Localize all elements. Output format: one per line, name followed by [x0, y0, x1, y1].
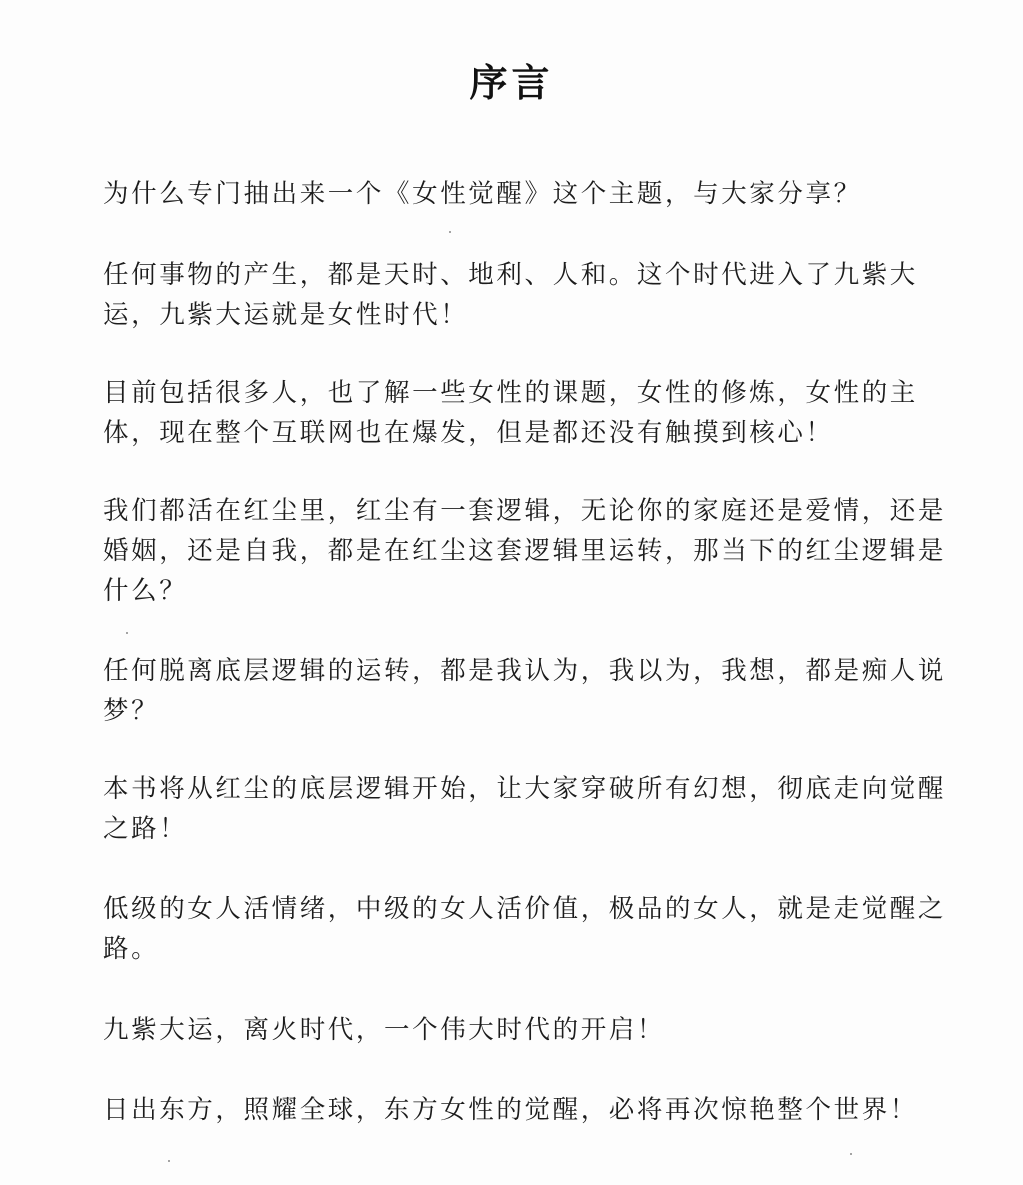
paragraph-5: 任何脱离底层逻辑的运转，都是我认为，我以为，我想，都是痴人说梦？	[103, 656, 947, 726]
paragraph-8: 九紫大运，离火时代，一个伟大时代的开启！	[103, 1015, 666, 1045]
scan-speck	[449, 231, 451, 233]
page-title: 序言	[469, 61, 554, 105]
scan-speck	[126, 632, 128, 634]
scan-speck	[850, 1153, 852, 1155]
paragraph-1: 为什么专门抽出来一个《女性觉醒》这个主题，与大家分享？	[103, 179, 862, 209]
paragraph-9: 日出东方，照耀全球，东方女性的觉醒，必将再次惊艳整个世界！	[103, 1095, 918, 1125]
paragraph-6: 本书将从红尘的底层逻辑开始，让大家穿破所有幻想，彻底走向觉醒之路！	[103, 774, 947, 844]
paragraph-3: 目前包括很多人，也了解一些女性的课题，女性的修炼，女性的主体，现在整个互联网也在爆发，但是都还没有触摸到核心！	[103, 378, 918, 448]
paragraph-4: 我们都活在红尘里，红尘有一套逻辑，无论你的家庭还是爱情，还是婚姻，还是自我，都是在红尘这套逻辑里运转，那当下的红尘逻辑是什么？	[103, 496, 947, 606]
scan-speck	[168, 1160, 170, 1162]
paragraph-7: 低级的女人活情绪，中级的女人活价值，极品的女人，就是走觉醒之路。	[103, 894, 947, 964]
paragraph-2: 任何事物的产生，都是天时、地利、人和。这个时代进入了九紫大运，九紫大运就是女性时代！	[103, 260, 918, 330]
